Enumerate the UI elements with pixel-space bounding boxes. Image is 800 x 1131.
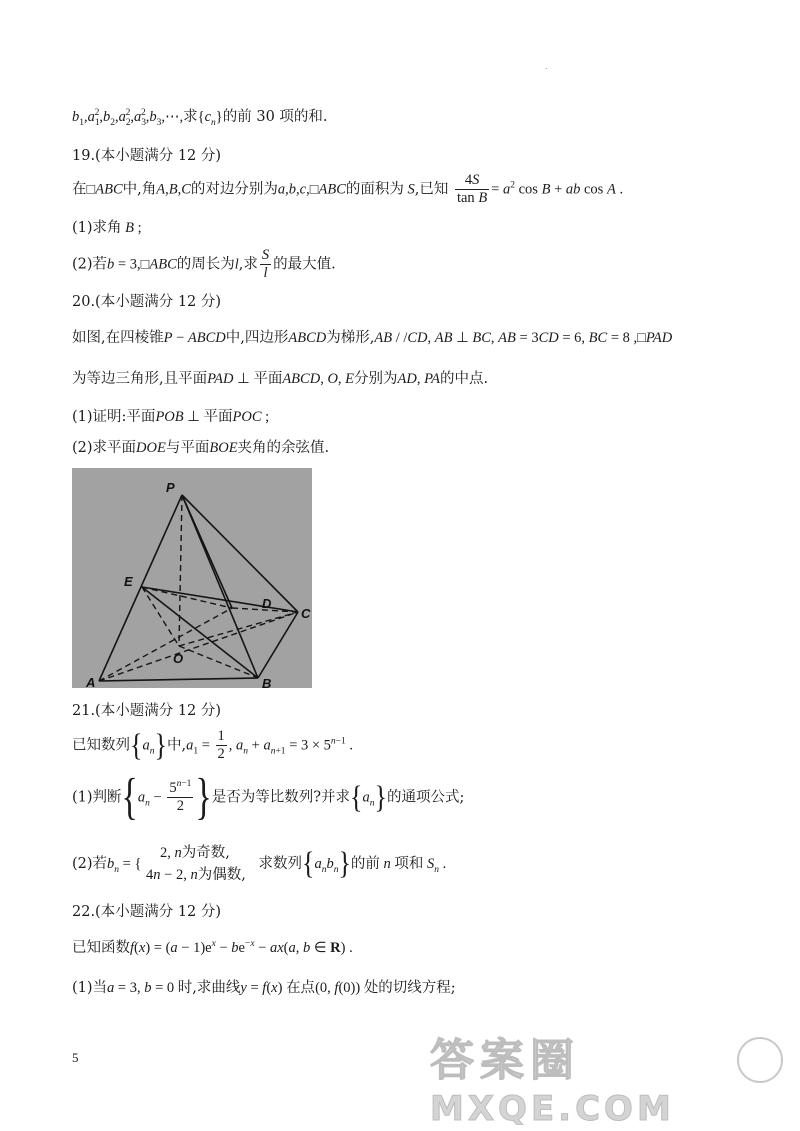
q20-part2: (2)求平面DOE与平面BOE夹角的余弦值. <box>72 440 330 456</box>
label-B: B <box>262 676 272 688</box>
q21-part1: (1)判断{$a_n$ − $\frac{5^{n-1}}{2}$ }是否为等比数列?并求$\{a_n\}$的通项公式; <box>72 769 465 825</box>
label-O: O <box>173 651 184 666</box>
watermark-text-cn: 答案圈 <box>430 1035 580 1086</box>
q21-stem: 已知数列$\{a_n\}$中$,a_1$ = $\frac{1}{2}$ , $a_n + a_{n+1} = 3 \times 5^{n-1}$ . <box>72 727 354 763</box>
watermark-text-en: MXQE.COM <box>430 1089 675 1125</box>
q18-suffix: 的前 30 项的和. <box>222 109 328 125</box>
q20-part1: (1)证明:平面POB ⊥ 平面POC ; <box>72 409 270 425</box>
q21-piecewise: 2, n为奇数, 4n − 2, n为偶数, <box>146 845 246 883</box>
q19-header: 19.(本小题满分 12 分) <box>72 148 222 164</box>
q20-stem: 如图,在四棱锥P − ABCD中,四边形ABCD为梯形,AB / /CD, AB ⊥ BC, AB = 3CD = 6, BC = 8 ,□PAD <box>72 330 673 346</box>
q21-fraction: $\frac{5^{n-1}}{2}$ <box>169 779 192 814</box>
q19-part2: (2)若b = 3,□ABC的周长为l,求 $\frac{S}{l}$ 的最大值. <box>72 247 336 281</box>
watermark-circle <box>738 1038 782 1082</box>
q21-header: 21.(本小题满分 12 分) <box>72 703 222 719</box>
figure-background <box>72 468 312 688</box>
label-E: E <box>124 574 133 589</box>
q22-stem: 已知函数$f(x) = (a - 1)e^x - be^{-x} - ax(a$, b ∈ R) . <box>72 939 353 956</box>
pyramid-figure <box>72 468 312 688</box>
q19-part1: (1)求角 B ; <box>72 220 142 236</box>
q19-stem: 在□ABC中,角A,B,C的对边分别为a,b,c,□ABC的面积为 S,已知 $\frac{4S}{\text{tan B}}$ = $a^2$ cos B + ab cos A . <box>72 172 624 206</box>
q20-stem-line2: 为等边三角形,且平面PAD ⊥ 平面ABCD, O, E分别为AD, PA的中点. <box>72 371 489 387</box>
label-D: D <box>262 596 272 611</box>
q20-header: 20.(本小题满分 12 分) <box>72 294 222 310</box>
q22-header: 22.(本小题满分 12 分) <box>72 904 222 920</box>
q21-one-half: $\frac{1}{2}$ <box>217 728 225 762</box>
watermark-logo <box>430 1030 790 1125</box>
q18-tail-line: $b_1,a_1^2,b_2,a_2^2,a_3^2,b_3,\cdots$,求$\{c_n\}$的前 30 项的和. <box>72 108 328 128</box>
label-A: A <box>86 675 96 688</box>
label-P: P <box>166 480 175 495</box>
speck: . <box>545 62 548 71</box>
label-C: C <box>301 606 311 621</box>
q22-part1: (1)当a = 3, b = 0 时,求曲线y = f(x) 在点(0, f(0)) 处的切线方程; <box>72 980 456 996</box>
page-number: 5 <box>72 1050 79 1065</box>
q21-part2: (2)若$b_n$ = { 2, n为奇数, 4n − 2, n为偶数, 求数列$\{a_nb_n\}$的前 n 项和 $S_n$ . <box>72 842 446 890</box>
q19-s-over-l: $\frac{S}{l}$ <box>261 247 270 281</box>
q19-fraction: $\frac{4S}{\text{tan B}}$ <box>456 172 488 206</box>
